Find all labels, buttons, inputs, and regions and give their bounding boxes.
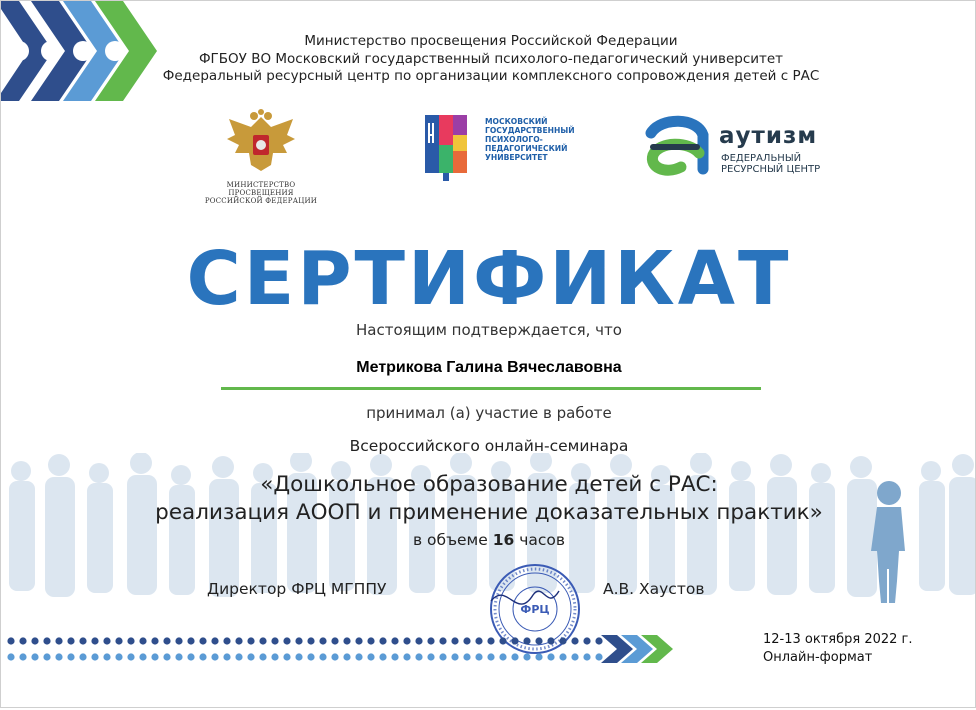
autism-caption: ФЕДЕРАЛЬНЫЙ РЕСУРСНЫЙ ЦЕНТР [721, 153, 821, 175]
signatory-name: А.В. Хаустов [603, 580, 705, 598]
decor-dot [331, 637, 338, 644]
event-theme [1, 471, 976, 527]
decor-dot [115, 653, 122, 660]
decor-dot [451, 653, 458, 660]
decor-dot [391, 653, 398, 660]
decor-dot [223, 653, 230, 660]
decor-dot [43, 637, 50, 644]
decor-dot [67, 653, 74, 660]
decor-dot [187, 653, 194, 660]
decor-dot [307, 637, 314, 644]
theme-line-1: «Дошкольное образование детей с РАС: [260, 472, 718, 497]
decor-dot [295, 637, 302, 644]
decor-dot [163, 653, 170, 660]
decor-dot [247, 637, 254, 644]
decor-dot [475, 637, 482, 644]
header-line-ministry: Министерство просвещения Российской Федерации [304, 33, 678, 49]
decor-dot [55, 653, 62, 660]
volume-hours: 16 [492, 531, 515, 549]
decor-dot [127, 637, 134, 644]
autism-a-icon [641, 113, 717, 179]
decor-dot [571, 653, 578, 660]
decor-dot [427, 653, 434, 660]
mgppu-emblem-icon [421, 113, 481, 183]
event-format: Онлайн-формат [763, 650, 873, 665]
decor-dot [547, 653, 554, 660]
decor-dot [379, 653, 386, 660]
decor-dot [415, 637, 422, 644]
decor-dot [151, 637, 158, 644]
decor-dot [31, 637, 38, 644]
decor-dot [271, 653, 278, 660]
decor-dot [463, 653, 470, 660]
decor-dot [79, 653, 86, 660]
decor-dot [295, 653, 302, 660]
decor-dot [55, 637, 62, 644]
mgppu-caption: МОСКОВСКИЙ ГОСУДАРСТВЕННЫЙ ПСИХОЛОГО- ПЕДАГОГИЧЕСКИЙ УНИВЕРСИТЕТ [485, 117, 575, 162]
signatory-position: Директор ФРЦ МГППУ [207, 580, 387, 598]
dots-decoration [1, 629, 681, 669]
decor-dot [91, 637, 98, 644]
decor-dot [283, 653, 290, 660]
decor-dot [259, 637, 266, 644]
decor-dot [139, 653, 146, 660]
decor-dot [463, 637, 470, 644]
decor-dot [403, 637, 410, 644]
decor-dot [439, 637, 446, 644]
decor-dot [211, 637, 218, 644]
header-line-university: ФГБОУ ВО Московский государственный психолого-педагогический университет [198, 50, 784, 67]
decor-dot [523, 653, 530, 660]
ministry-logo [201, 109, 321, 205]
decor-dot [355, 637, 362, 644]
event-dates: 12-13 октября 2022 г. [763, 632, 913, 647]
decor-dot [175, 637, 182, 644]
participation-text: принимал (а) участие в работе [366, 404, 612, 422]
chevrons-decoration [1, 1, 161, 101]
decor-dot [511, 653, 518, 660]
decor-dot [367, 637, 374, 644]
decor-dot [319, 637, 326, 644]
decor-dot [319, 653, 326, 660]
volume-text: в объеме 16 часов [412, 531, 566, 549]
ministry-caption: МИНИСТЕРСТВО ПРОСВЕЩЕНИЯ РОССИЙСКОЙ ФЕДЕРАЦИИ [204, 181, 318, 205]
decor-dot [439, 653, 446, 660]
decor-dot [19, 653, 26, 660]
decor-dot [199, 653, 206, 660]
stamp-center-text: ФРЦ [520, 603, 550, 616]
decor-dot [79, 637, 86, 644]
autism-title: аутизм [719, 123, 818, 149]
certificate-title: СЕРТИФИКАТ [186, 236, 792, 322]
decor-dot [127, 653, 134, 660]
recipient-name: Метрикова Галина Вячеславовна [356, 359, 622, 376]
decor-dot [103, 653, 110, 660]
decor-dot [355, 653, 362, 660]
decor-dot [535, 637, 542, 644]
decor-dot [199, 637, 206, 644]
decor-dot [595, 637, 602, 644]
decor-dot [487, 653, 494, 660]
decor-dot [211, 653, 218, 660]
decor-dot [331, 653, 338, 660]
decor-dot [571, 637, 578, 644]
header-line-center: Федеральный ресурсный центр по организации комплексного сопровождения детей с РАС [162, 68, 820, 84]
decor-dot [115, 637, 122, 644]
decor-dot [283, 637, 290, 644]
decor-dot [475, 653, 482, 660]
decor-dot [559, 653, 566, 660]
decor-dot [583, 653, 590, 660]
decor-dot [427, 637, 434, 644]
confirm-text: Настоящим подтверждается, что [356, 321, 622, 339]
decor-dot [163, 637, 170, 644]
decor-dot [91, 653, 98, 660]
decor-dot [151, 653, 158, 660]
decor-dot [487, 637, 494, 644]
decor-dot [595, 653, 602, 660]
decor-dot [271, 637, 278, 644]
decor-dot [451, 637, 458, 644]
theme-line-2: реализация АООП и применение доказательных практик» [155, 500, 823, 525]
decor-dot [367, 653, 374, 660]
decor-dot [343, 653, 350, 660]
decor-dot [19, 637, 26, 644]
decor-dot [559, 637, 566, 644]
decor-dot [523, 637, 530, 644]
decor-dot [259, 653, 266, 660]
mgppu-logo [421, 113, 591, 185]
decor-dot [235, 653, 242, 660]
header [161, 33, 821, 86]
decor-dot [7, 637, 14, 644]
decor-dot [391, 637, 398, 644]
decor-dot [223, 637, 230, 644]
decor-dot [499, 653, 506, 660]
decor-dot [247, 653, 254, 660]
event-date-block [763, 631, 913, 667]
decor-dot [547, 637, 554, 644]
decor-dot [511, 637, 518, 644]
decor-dot [175, 653, 182, 660]
decor-dot [379, 637, 386, 644]
decor-dot [187, 637, 194, 644]
decor-dot [103, 637, 110, 644]
decor-dot [31, 653, 38, 660]
decor-dot [307, 653, 314, 660]
decor-dot [583, 637, 590, 644]
decor-dot [139, 637, 146, 644]
decor-dot [343, 637, 350, 644]
decor-dot [7, 653, 14, 660]
decor-dot [415, 653, 422, 660]
autism-center-logo [641, 113, 841, 183]
decor-dot [403, 653, 410, 660]
decor-dot [499, 637, 506, 644]
eagle-emblem-icon [221, 109, 301, 175]
decor-dot [235, 637, 242, 644]
decor-dot [535, 653, 542, 660]
decor-dot [67, 637, 74, 644]
name-underline [221, 387, 761, 390]
decor-dot [43, 653, 50, 660]
event-type: Всероссийского онлайн-семинара [349, 437, 629, 455]
